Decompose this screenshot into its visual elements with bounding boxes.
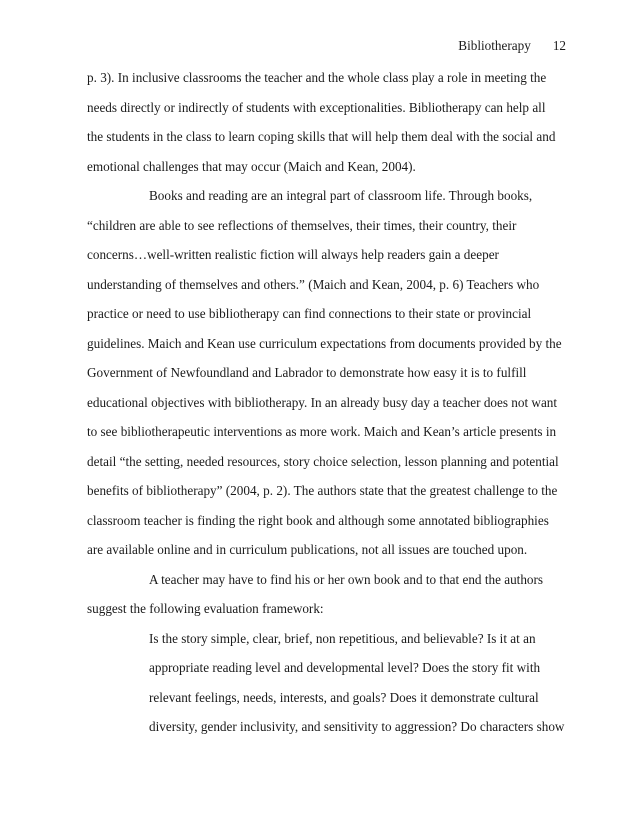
paragraph-first-line: Books and reading are an integral part of classroom life. Through books, <box>149 188 533 203</box>
paragraph-first-line: A teacher may have to find his or her own book and to that end the authors <box>149 571 544 587</box>
text-line: guidelines. Maich and Kean use curriculum expectations from documents provided by the <box>87 335 562 351</box>
text-line: educational objectives with bibliotherapy. In an already busy day a teacher does not want <box>87 394 558 410</box>
text-line: to see bibliotherapeutic interventions as more work. Maich and Kean’s article presents in <box>87 424 557 439</box>
text-line: Government of Newfoundland and Labrador to demonstrate how easy it is to fulfill <box>87 365 527 380</box>
text-line: emotional challenges that may occur (Maich and Kean, 2004). <box>87 158 416 174</box>
text-line: practice or need to use bibliotherapy can find connections to their state or provincial <box>87 306 532 321</box>
running-title: Bibliotherapy <box>458 38 531 53</box>
text-line: understanding of themselves and others.” (Maich and Kean, 2004, p. 6) Teachers who <box>87 276 540 292</box>
text-line: benefits of bibliotherapy” (2004, p. 2). The authors state that the greatest challenge to the <box>87 483 558 498</box>
block-quote-line: Is the story simple, clear, brief, non repetitious, and believable? Is it at an <box>149 630 536 646</box>
text-line: classroom teacher is finding the right book and although some annotated bibliographies <box>87 512 549 528</box>
block-quote-line: relevant feelings, needs, interests, and goals? Does it demonstrate cultural <box>149 689 539 705</box>
text-line: p. 3). In inclusive classrooms the teacher and the whole class play a role in meeting the <box>87 70 547 85</box>
text-line: detail “the setting, needed resources, story choice selection, lesson planning and potential <box>87 453 559 469</box>
text-line: “children are able to see reflections of themselves, their times, their country, their <box>87 217 517 233</box>
body-text <box>87 63 565 742</box>
text-line: concerns…well-written realistic fiction will always help readers gain a deeper <box>87 247 499 262</box>
page-number: 12 <box>552 38 566 53</box>
text-line: needs directly or indirectly of students with exceptionalities. Bibliotherapy can help all <box>87 99 546 115</box>
block-quote-line: diversity, gender inclusivity, and sensitivity to aggression? Do characters show <box>149 719 565 734</box>
running-head <box>458 37 566 55</box>
text-line: are available online and in curriculum publications, not all issues are touched upon. <box>87 542 528 557</box>
block-quote-line: appropriate reading level and developmental level? Does the story fit with <box>149 660 541 675</box>
text-line: suggest the following evaluation framework: <box>87 601 324 616</box>
text-line: the students in the class to learn coping skills that will help them deal with the social and <box>87 129 556 144</box>
